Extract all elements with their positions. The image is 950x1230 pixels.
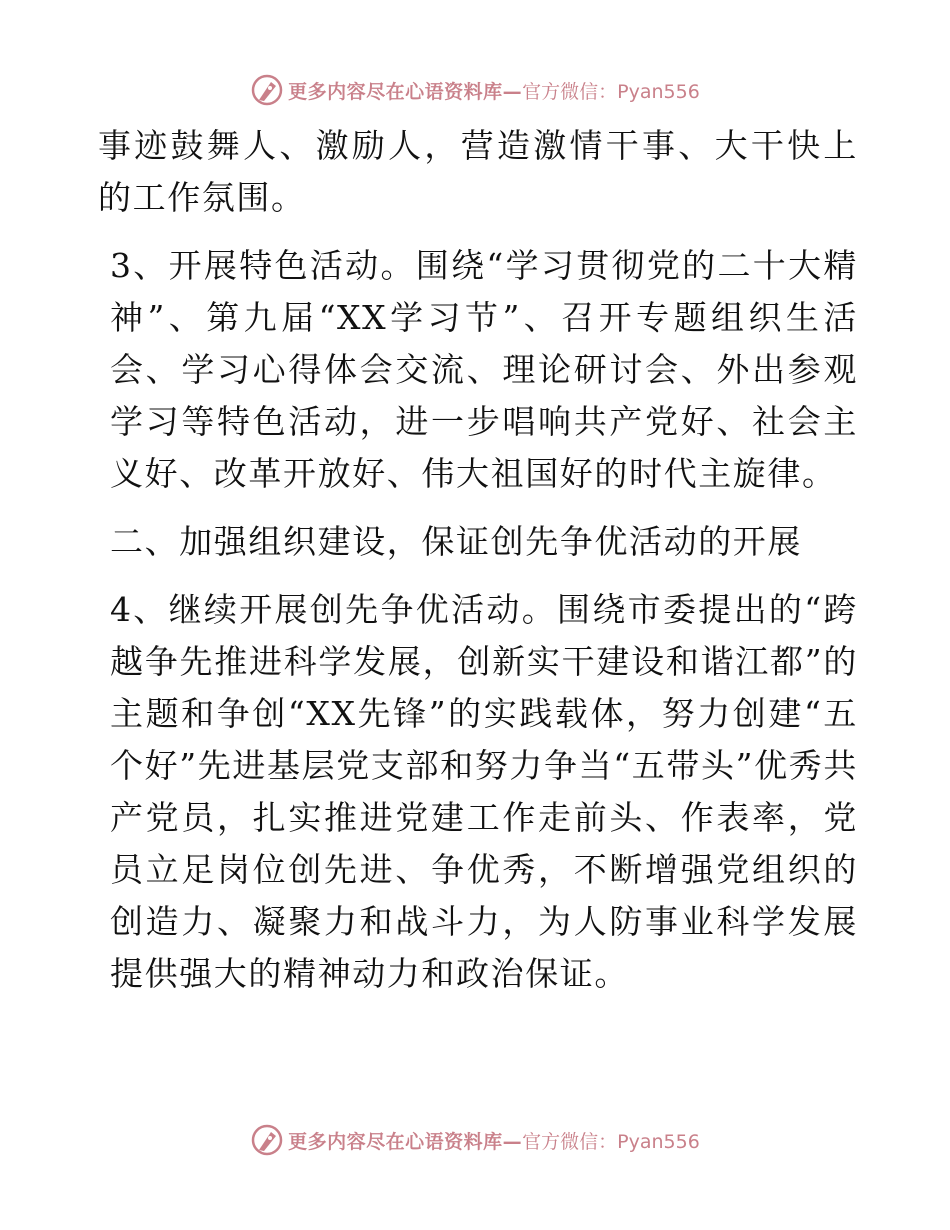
pen-nib-logo-icon bbox=[250, 73, 284, 107]
paragraph: 4、继续开展创先争优活动。围绕市委提出的“跨越争先推进科学发展，创新实干建设和谐江都”的主题和争创“XX先锋”的实践载体，努力创建“五个好”先进基层党支部和努力争当“五带头”优秀共产党员，扎实推进党建工作走前头、作表率，党员立足岗位创先进、争优秀，不断增强党组织的创造力、凝聚力和战斗力，为人防事业科学发展提供强大的精神动力和政治保证。 bbox=[110, 590, 858, 993]
document-body bbox=[98, 120, 858, 1000]
watermark-text: 更多内容尽在心语资料库— bbox=[288, 1130, 523, 1153]
paragraph: 事迹鼓舞人、激励人，营造激情干事、大干快上的工作氛围。 bbox=[98, 126, 858, 217]
header-watermark bbox=[0, 70, 950, 110]
pen-nib-logo-icon bbox=[250, 1123, 284, 1157]
section-heading: 二、加强组织建设，保证创先争优活动的开展 bbox=[110, 522, 802, 561]
footer-watermark bbox=[0, 1120, 950, 1160]
watermark-text: 更多内容尽在心语资料库— bbox=[288, 80, 523, 103]
watermark-contact: 官方微信：Pyan556 bbox=[522, 1130, 700, 1153]
watermark-contact: 官方微信：Pyan556 bbox=[522, 80, 700, 103]
paragraph: 3、开展特色活动。围绕“学习贯彻党的二十大精神”、第九届“XX学习节”、召开专题组织生活会、学习心得体会交流、理论研讨会、外出参观学习等特色活动，进一步唱响共产党好、社会主义好、改革开放好、伟大祖国好的时代主旋律。 bbox=[110, 246, 858, 493]
